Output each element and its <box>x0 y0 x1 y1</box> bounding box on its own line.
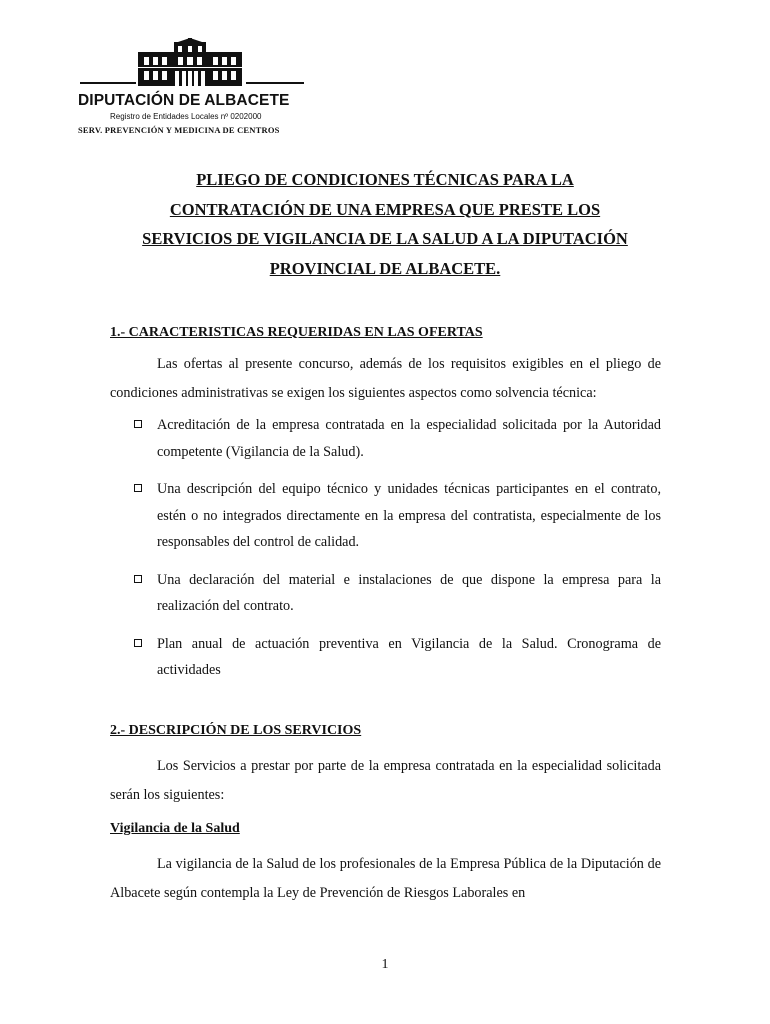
title-line: CONTRATACIÓN DE UNA EMPRESA QUE PRESTE LOS <box>169 199 601 219</box>
list-item-text: Acreditación de la empresa contratada en la especialidad solicitada por la Autoridad competente (Vigilancia de la Salud). <box>157 417 661 460</box>
title-line: SERVICIOS DE VIGILANCIA DE LA SALUD A LA DIPUTACIÓN <box>142 229 628 248</box>
title-line: PLIEGO DE CONDICIONES TÉCNICAS PARA LA <box>196 170 574 189</box>
section-2-intro: Los Servicios a prestar por parte de la empresa contratada en la especialidad solicitada serán los siguientes: <box>110 757 661 803</box>
page-number: 1 <box>381 957 389 972</box>
document-title <box>100 165 670 283</box>
list-item <box>110 476 661 556</box>
letterhead <box>78 38 318 136</box>
list-item-text: Una descripción del equipo técnico y unidades técnicas participantes en el contrato, estén o no integrados directamente en la empresa del contratista, especialmente de los responsables del control de calidad. <box>157 481 661 550</box>
logo-row <box>78 38 318 92</box>
list-item-text: Plan anual de actuación preventiva en Vigilancia de la Salud. Cronograma de actividades <box>157 635 661 678</box>
checkbox-bullet-icon <box>134 639 142 647</box>
list-item <box>110 567 661 620</box>
document-body <box>110 322 661 908</box>
org-department: SERV. PREVENCIÓN Y MEDICINA DE CENTROS <box>78 125 280 135</box>
subsection-heading: Vigilancia de la Salud <box>110 820 240 836</box>
section-1-intro: Las ofertas al presente concurso, además de los requisitos exigibles en el pliego de condiciones administrativas se exigen los siguientes aspectos como solvencia técnica: <box>110 356 661 401</box>
list-item <box>110 631 661 684</box>
subsection-paragraph: La vigilancia de la Salud de los profesionales de la Empresa Pública de la Diputación de Albacete según contempla la Ley de Prevención de Riesgos Laborales en <box>110 855 661 901</box>
title-line: PROVINCIAL DE ALBACETE. <box>269 258 501 278</box>
checkbox-bullet-icon <box>134 575 142 583</box>
checkbox-bullet-icon <box>134 484 142 492</box>
list-item-text: Una declaración del material e instalaciones de que dispone la empresa para la realización del contrato. <box>157 571 661 614</box>
letterhead-rule-right <box>246 82 304 84</box>
list-item <box>110 412 661 465</box>
building-icon <box>138 38 242 86</box>
letterhead-rule-left <box>80 82 136 84</box>
org-registry: Registro de Entidades Locales nº 0202000 <box>110 112 262 121</box>
requirements-list <box>110 412 661 684</box>
section-1-heading: 1.- CARACTERISTICAS REQUERIDAS EN LAS OFERTAS <box>110 325 483 340</box>
org-name: DIPUTACIÓN DE ALBACETE <box>78 92 290 109</box>
checkbox-bullet-icon <box>134 420 142 428</box>
section-2-heading: 2.- DESCRIPCIÓN DE LOS SERVICIOS <box>110 722 362 738</box>
